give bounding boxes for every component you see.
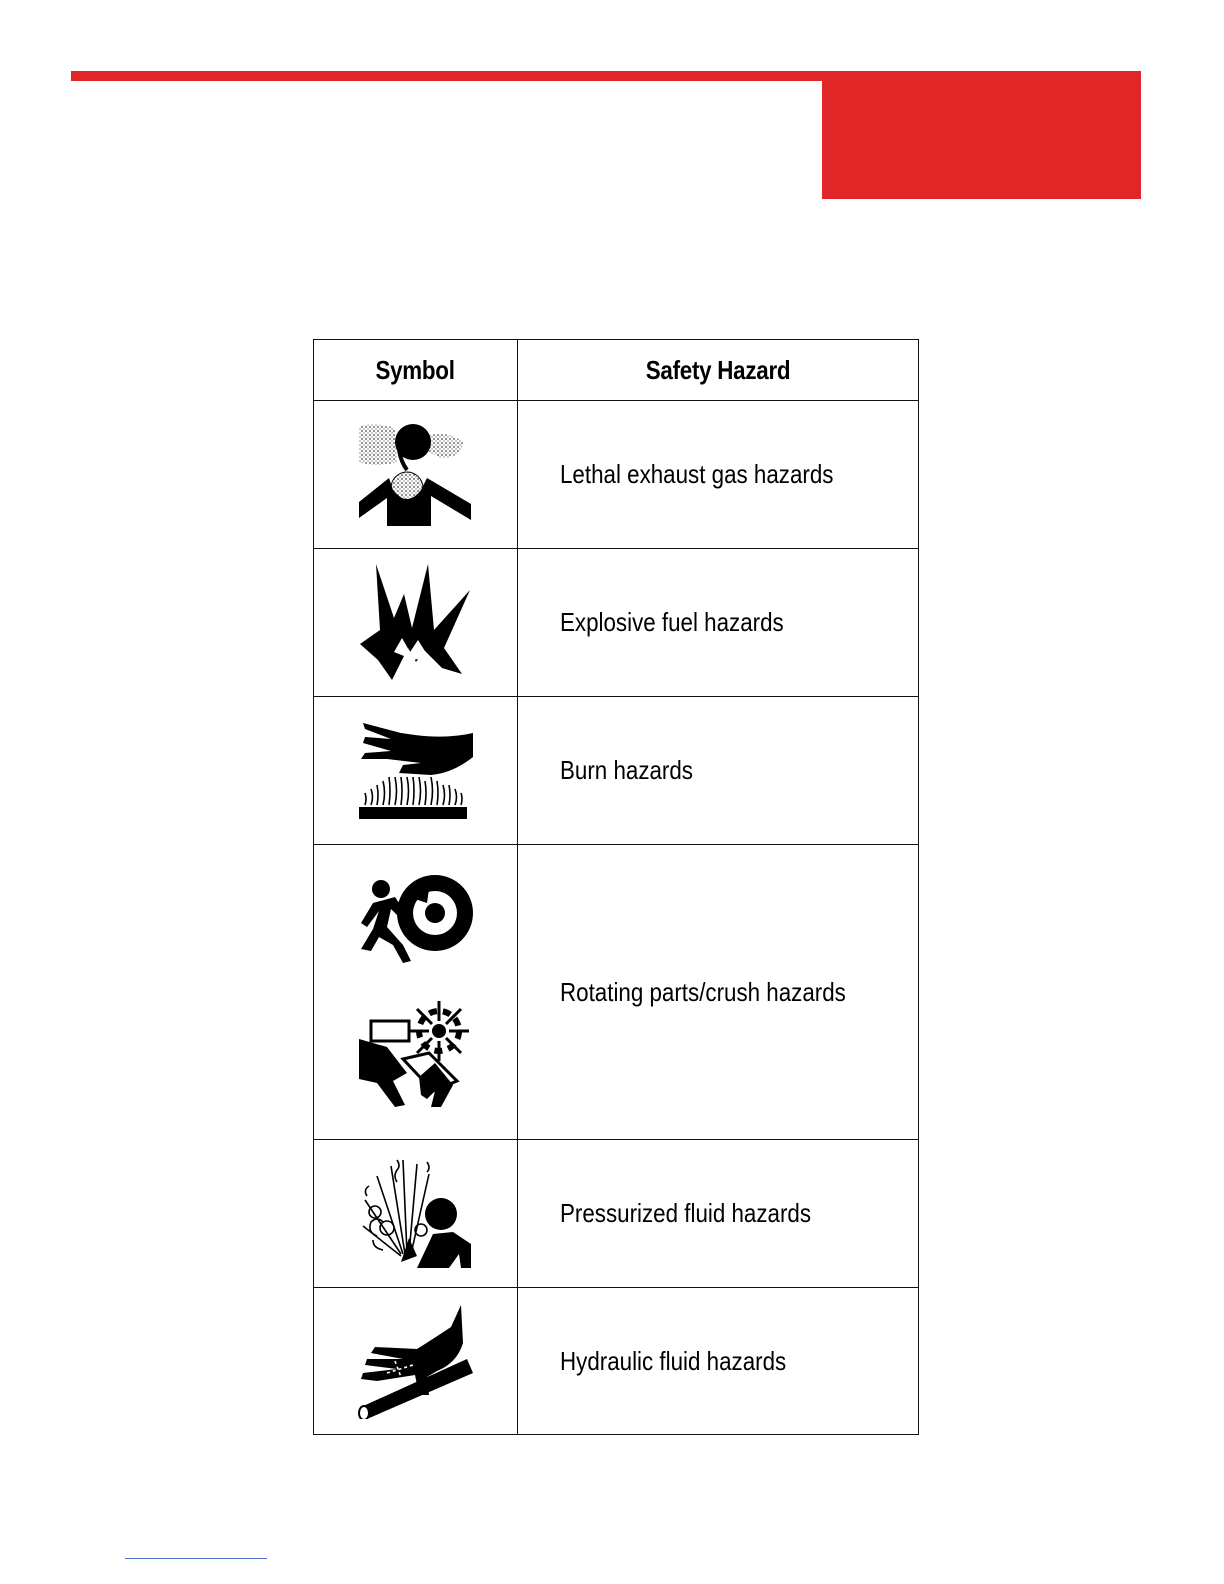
safety-hazard-table: [313, 339, 919, 1435]
hydraulic-fluid-icon: [357, 1303, 475, 1419]
symbol-cell: [314, 697, 518, 845]
table-row: [314, 845, 919, 1140]
hazard-label-cell: Burn hazards: [518, 697, 919, 845]
hot-surface-hand-icon: [357, 719, 475, 823]
symbol-cell: [314, 401, 518, 549]
explosion-icon: [358, 564, 474, 682]
table-row: [314, 697, 919, 845]
table-row: [314, 1140, 919, 1288]
table-row: [314, 1288, 919, 1435]
symbol-cell: [314, 1288, 518, 1435]
table-row: [314, 401, 919, 549]
symbol-cell: [314, 549, 518, 697]
symbol-cell: [314, 1140, 518, 1288]
header-red-block: [822, 71, 1141, 199]
table-header-row: [314, 340, 919, 401]
hazard-label-cell: Rotating parts/crush hazards: [518, 845, 919, 1140]
symbol-column-header: Symbol: [314, 340, 518, 401]
table-row: [314, 549, 919, 697]
rotating-parts-icon: [357, 875, 475, 965]
pressurized-fluid-icon: [357, 1156, 475, 1272]
crush-gear-icon: [357, 995, 475, 1109]
hazard-column-header: Safety Hazard: [518, 340, 919, 401]
hazard-label-cell: Explosive fuel hazards: [518, 549, 919, 697]
symbol-cell: [314, 845, 518, 1140]
exhaust-gas-icon: [357, 422, 475, 528]
hazard-label-cell: Lethal exhaust gas hazards: [518, 401, 919, 549]
footer-link-underline: [125, 1558, 267, 1559]
hazard-label-cell: Pressurized fluid hazards: [518, 1140, 919, 1288]
hazard-label-cell: Hydraulic fluid hazards: [518, 1288, 919, 1435]
